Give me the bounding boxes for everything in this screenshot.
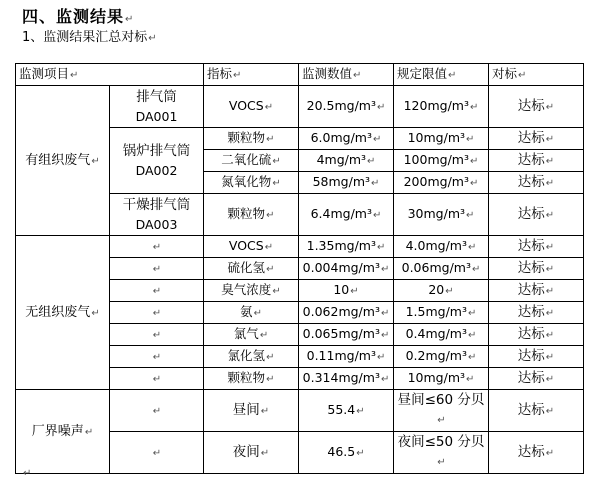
indicator-cell: VOCS↵ — [204, 236, 299, 258]
result-cell: 达标↵ — [489, 150, 584, 172]
empty-source-cell: ↵ — [110, 236, 204, 258]
value-cell: 6.0mg/m³↵ — [299, 128, 394, 150]
indicator-cell: 夜间↵ — [204, 432, 299, 474]
source-cell: 锅炉排气筒 DA002 — [110, 128, 204, 194]
header-cell: 规定限值↵ — [394, 64, 489, 86]
trailing-paragraph-mark: ↵ — [23, 468, 32, 479]
source-cell: 干燥排气筒 DA003 — [110, 194, 204, 236]
limit-cell: 昼间≤60 分贝↵ — [394, 390, 489, 432]
result-cell: 达标↵ — [489, 346, 584, 368]
result-cell: 达标↵ — [489, 280, 584, 302]
limit-cell: 0.4mg/m³↵ — [394, 324, 489, 346]
result-cell: 达标↵ — [489, 302, 584, 324]
indicator-cell: 颗粒物↵ — [204, 128, 299, 150]
value-cell: 0.11mg/m³↵ — [299, 346, 394, 368]
indicator-cell: 硫化氢↵ — [204, 258, 299, 280]
limit-cell: 10mg/m³↵ — [394, 128, 489, 150]
header-cell: 监测项目↵ — [16, 64, 204, 86]
section-title: 四、监测结果↵ — [22, 7, 135, 26]
value-cell: 0.004mg/m³↵ — [299, 258, 394, 280]
result-cell: 达标↵ — [489, 258, 584, 280]
value-cell: 46.5↵ — [299, 432, 394, 474]
category-cell: 厂界噪声↵ — [16, 390, 110, 474]
subsection-title: 1、监测结果汇总对标↵ — [22, 30, 157, 45]
source-cell: 排气筒 DA001 — [110, 86, 204, 128]
value-cell: 0.314mg/m³↵ — [299, 368, 394, 390]
header-cell: 对标↵ — [489, 64, 584, 86]
indicator-cell: 颗粒物↵ — [204, 368, 299, 390]
indicator-cell: 氯气↵ — [204, 324, 299, 346]
value-cell: 55.4↵ — [299, 390, 394, 432]
indicator-cell: 臭气浓度↵ — [204, 280, 299, 302]
limit-cell: 0.2mg/m³↵ — [394, 346, 489, 368]
table-row — [16, 236, 584, 258]
indicator-cell: VOCS↵ — [204, 86, 299, 128]
table-row — [16, 390, 584, 432]
value-cell: 4mg/m³↵ — [299, 150, 394, 172]
empty-source-cell: ↵ — [110, 390, 204, 432]
header-cell: 监测数值↵ — [299, 64, 394, 86]
limit-cell: 10mg/m³↵ — [394, 368, 489, 390]
result-cell: 达标↵ — [489, 86, 584, 128]
indicator-cell: 氯化氢↵ — [204, 346, 299, 368]
limit-cell: 20↵ — [394, 280, 489, 302]
result-cell: 达标↵ — [489, 194, 584, 236]
empty-source-cell: ↵ — [110, 432, 204, 474]
empty-source-cell: ↵ — [110, 368, 204, 390]
value-cell: 0.065mg/m³↵ — [299, 324, 394, 346]
empty-source-cell: ↵ — [110, 324, 204, 346]
table-row — [16, 64, 584, 86]
result-cell: 达标↵ — [489, 128, 584, 150]
indicator-cell: 二氧化硫↵ — [204, 150, 299, 172]
result-cell: 达标↵ — [489, 368, 584, 390]
value-cell: 58mg/m³↵ — [299, 172, 394, 194]
limit-cell: 100mg/m³↵ — [394, 150, 489, 172]
header-cell: 指标↵ — [204, 64, 299, 86]
empty-source-cell: ↵ — [110, 280, 204, 302]
indicator-cell: 昼间↵ — [204, 390, 299, 432]
value-cell: 6.4mg/m³↵ — [299, 194, 394, 236]
empty-source-cell: ↵ — [110, 258, 204, 280]
indicator-cell: 氮氧化物↵ — [204, 172, 299, 194]
indicator-cell: 颗粒物↵ — [204, 194, 299, 236]
table-row — [16, 86, 584, 128]
result-cell: 达标↵ — [489, 172, 584, 194]
category-cell: 无组织废气↵ — [16, 236, 110, 390]
result-cell: 达标↵ — [489, 236, 584, 258]
limit-cell: 30mg/m³↵ — [394, 194, 489, 236]
limit-cell: 1.5mg/m³↵ — [394, 302, 489, 324]
result-cell: 达标↵ — [489, 324, 584, 346]
limit-cell: 夜间≤50 分贝↵ — [394, 432, 489, 474]
category-cell: 有组织废气↵ — [16, 86, 110, 236]
result-cell: 达标↵ — [489, 390, 584, 432]
value-cell: 1.35mg/m³↵ — [299, 236, 394, 258]
value-cell: 0.062mg/m³↵ — [299, 302, 394, 324]
limit-cell: 0.06mg/m³↵ — [394, 258, 489, 280]
indicator-cell: 氨↵ — [204, 302, 299, 324]
limit-cell: 120mg/m³↵ — [394, 86, 489, 128]
empty-source-cell: ↵ — [110, 346, 204, 368]
limit-cell: 4.0mg/m³↵ — [394, 236, 489, 258]
value-cell: 20.5mg/m³↵ — [299, 86, 394, 128]
empty-source-cell: ↵ — [110, 302, 204, 324]
value-cell: 10↵ — [299, 280, 394, 302]
limit-cell: 200mg/m³↵ — [394, 172, 489, 194]
results-table — [15, 63, 584, 474]
result-cell: 达标↵ — [489, 432, 584, 474]
